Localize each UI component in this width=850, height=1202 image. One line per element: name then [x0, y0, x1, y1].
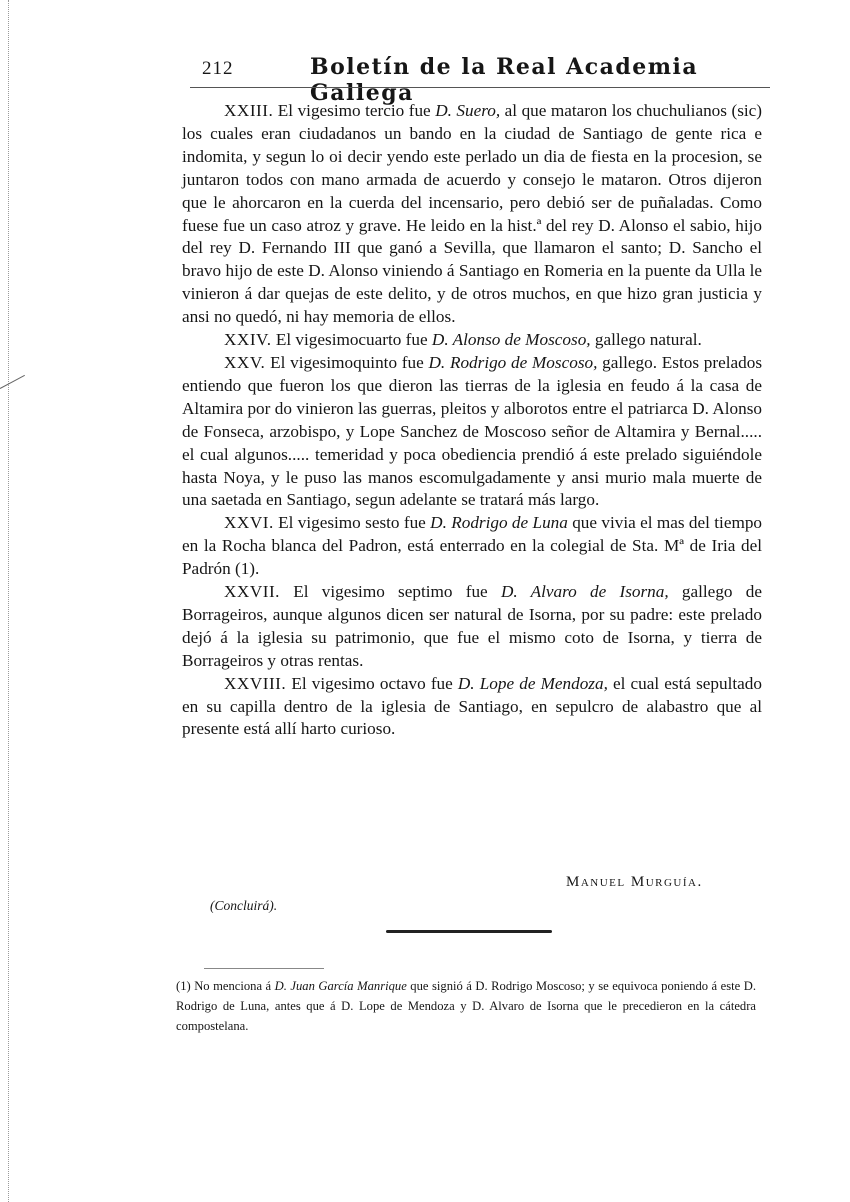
paragraph-text: gallego natural.	[590, 330, 702, 350]
paragraph-xxiii	[182, 100, 762, 329]
page-edge-stray-mark	[0, 375, 25, 389]
prelate-name: D. Rodrigo de Moscoso,	[428, 352, 598, 372]
body-text	[182, 100, 762, 741]
paragraph-text: el cual está sepultado en su capilla dentro de la iglesia de Santiago, en sepulcro de alabastro que al presente está allí harto curioso.	[182, 673, 762, 739]
footnote-text: No menciona á	[190, 979, 275, 993]
page-header	[190, 52, 780, 106]
paragraph-text: gallego de Borrageiros, aunque algunos dicen ser natural de Isorna, por su padre: este prelado dejó á la iglesia su patrimonio, que fue el mismo coto de Isorna, y tierra de Borrageiros y otras rentas.	[182, 582, 762, 670]
paragraph-text: gallego. Estos prelados entiendo que fueron los que dieron las tierras de la iglesia en feudo á la casa de Altamira por do vinieron las guerras, pleitos y alborotos entre el patriarca D. Alonso de Fonseca, arzobispo, y Lope Sanchez de Moscoso señor de Altamira y Bernal..... el cual algunos..... temeridad y poca obediencia prendió á este prelado siguiéndole hasta Noya, y le puso las manos escomulgadamente y ansi murio mala muerte de una saetada en Santiago, segun adelante se tratará más largo.	[182, 352, 763, 510]
paragraph-xxvi	[182, 512, 762, 581]
paragraph-numeral: XXVIII.	[224, 673, 287, 693]
paragraph-numeral: XXVI.	[224, 513, 274, 533]
paragraph-text: El vigesimo tercio fue	[273, 101, 436, 120]
paragraph-text: El vigesimo sesto fue	[273, 513, 431, 533]
paragraph-xxvii	[182, 581, 762, 673]
prelate-name: D. Suero,	[435, 101, 501, 120]
paragraph-xxviii	[182, 673, 762, 742]
section-end-rule	[386, 930, 552, 933]
footnote-text: que signió á D. Rodrigo Moscoso; y se equivoca poniendo á este D. Rodrigo de Luna, antes que á D. Lope de Mendoza y D. Alvaro de Isorna que le precedieron en la cátedra compostelana.	[176, 979, 756, 1033]
paragraph-xxiv	[182, 329, 762, 352]
header-rule	[190, 87, 770, 88]
prelate-name: D. Alvaro de Isorna,	[500, 582, 669, 602]
paragraph-text: al que mataron los chuchulianos (sic) los cuales eran ciudadanos un bando en la ciudad de Santiago de gente rica e indomita, y segun lo oi decir yendo este perlado un dia de fiesta en la procesion, se juntaron todos con mano armada de acuerdo y consejo le mataron. Otros dijeron que le ahorcaron en la cuerda del incensario, pero debió ser de puñaladas. Como fuese fue un caso atroz y grave. He leido en la hist.ª del rey D. Alonso el sabio, hijo del rey D. Fernando III que ganó a Sevilla, que llamaron el santo; D. Sancho el bravo hijo de este D. Alonso viniendo á Santiago en Romeria en la puente da Ulla le vinieron á dar quejas de este delito, y de otros muchos, en que hizo gran justicia y ansi no quedó, ni hay memoria de ellos.	[182, 101, 763, 327]
footnote-rule	[204, 968, 324, 969]
footnote-marker: (1)	[176, 979, 191, 993]
prelate-name: D. Alonso de Moscoso,	[431, 330, 591, 350]
paragraph-numeral: XXIV.	[224, 330, 272, 350]
paragraph-xxv	[182, 352, 762, 512]
page-edge-dotted-line	[8, 0, 9, 1202]
paragraph-text: El vigesimoquinto fue	[265, 352, 429, 372]
paragraph-text: El vigesimocuarto fue	[271, 330, 432, 350]
page-number: 212	[202, 58, 234, 79]
footnote-name: D. Juan García Manrique	[274, 979, 407, 993]
paragraph-text: El vigesimo septimo fue	[279, 582, 501, 602]
author-signature: Manuel Murguía.	[566, 874, 703, 890]
prelate-name: D. Lope de Mendoza,	[457, 673, 608, 693]
prelate-name: D. Rodrigo de Luna	[430, 513, 568, 533]
paragraph-numeral: XXV.	[224, 352, 266, 372]
to-be-continued-note: (Concluirá).	[210, 898, 278, 913]
paragraph-text: El vigesimo octavo fue	[286, 673, 458, 693]
paragraph-text: que vivia el mas del tiempo en la Rocha blanca del Padron, está enterrado en la colegial de Sta. Mª de Iria del Padrón (1).	[182, 513, 763, 579]
running-title: Boletín de la Real Academia Gallega	[310, 54, 699, 106]
footnote	[176, 976, 756, 1036]
paragraph-numeral: XXIII.	[224, 101, 274, 120]
paragraph-numeral: XXVII.	[224, 582, 280, 602]
